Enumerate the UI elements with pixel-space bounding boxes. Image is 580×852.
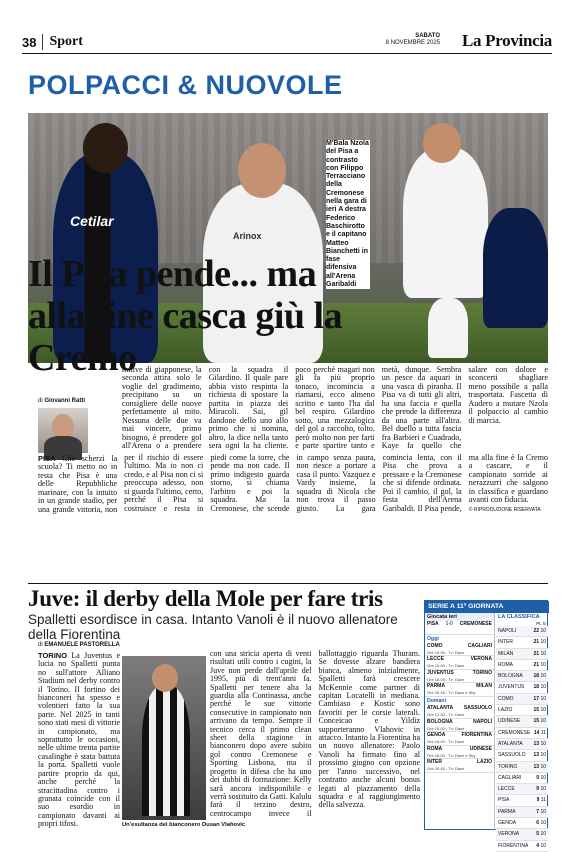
fixtures-list [425, 613, 495, 831]
standings-team: LAZIO [498, 707, 513, 714]
standings-team: CAGLIARI [498, 774, 522, 781]
tomorrow-matches [425, 705, 494, 773]
section-rule [28, 583, 548, 584]
today-label: Oggi [427, 635, 439, 642]
standings-values [536, 807, 546, 817]
standings-team: BOLOGNA [498, 673, 523, 680]
standings-values [533, 682, 546, 692]
player-right-3 [428, 298, 468, 358]
match-teams [427, 719, 492, 726]
standings-games: 10 [540, 774, 546, 781]
standings-games: 10 [540, 740, 546, 747]
standings-values [533, 649, 546, 659]
standings-points: 21 [533, 661, 540, 668]
standings-games: 11 [540, 797, 546, 804]
standings-row [496, 795, 548, 806]
standings-values [536, 818, 546, 828]
player-right-body [403, 148, 488, 298]
standings-points: 9 [536, 774, 540, 781]
away-team: MILAN [476, 683, 492, 690]
away-team: NAPOLI [473, 718, 492, 725]
match-teams [427, 683, 492, 690]
standings-team: SASSUOLO [498, 752, 526, 759]
header-rule [22, 53, 552, 54]
standings-team: CREMONESE [498, 729, 531, 736]
standings-games: 10 [540, 718, 546, 725]
home-team: PARMA [427, 683, 445, 690]
player-juve-head [152, 664, 178, 692]
standings-points: 13 [533, 763, 540, 770]
standings-values [536, 841, 546, 851]
standings-head-pts: Pt. G [536, 621, 546, 626]
away-team: CAGLIARI [467, 642, 492, 649]
story1-signature: © RIPRODUZIONE RISERVATA [468, 506, 541, 513]
match-info: Ore 20.45 - Tv: Dazn e Sky [427, 690, 476, 696]
standings-row [496, 807, 548, 818]
standings-games: 10 [540, 650, 546, 657]
story1-body [38, 454, 548, 580]
home-team: LECCE [427, 656, 444, 663]
standings-row [496, 716, 548, 727]
issue-date [386, 33, 440, 47]
standings-games: 10 [540, 639, 546, 646]
standings-row [496, 637, 548, 648]
match-row [425, 670, 494, 684]
standings-team: ROMA [498, 661, 513, 668]
standings-points: 6 [536, 820, 540, 827]
standings-team: JUVENTUS [498, 684, 525, 691]
match-row [425, 719, 494, 733]
player-juve-body [142, 686, 190, 816]
standings-team: VERONA [498, 831, 520, 838]
standings-games: 11 [540, 729, 546, 736]
issue-date-text: 8 NOVEMBRE 2025 [385, 40, 440, 46]
standings-team: PISA [498, 797, 510, 804]
page-number: 38 [22, 34, 37, 50]
standings-row [496, 818, 548, 829]
standings-team: NAPOLI [498, 628, 517, 634]
sponsor-logo: Cetilar [70, 213, 114, 229]
match-info: Ore 18.00 - Tv: Dazn [427, 676, 465, 682]
standings-row [496, 649, 548, 660]
match-row [425, 656, 494, 670]
standings-team: COMO [498, 695, 514, 702]
standings-games: 10 [540, 842, 546, 849]
standings-points: 21 [533, 639, 540, 646]
story2-photo-caption: Un'esultanza del bianconero Dusan Vlahovic [122, 822, 246, 828]
today-matches [425, 643, 494, 697]
byline-prefix: di [38, 398, 43, 404]
standings-points: 7 [536, 808, 540, 815]
story2-body-right: con una stricia aperta di venti risultati utili contro i cugini, la Juve non perde dall'aprile del 1995, più di trent'anni fa. Spalletti per tenere alta la guardia alla Continassa, anche perché le sue vittorie consecutive in campionato non arrivano da tempo. Sempre il tecnico cerca il primo clean sheet della stagione in bianconero dopo avere subito gol contro Cremonese e Sporting Lisbona, ma il progetto in difesa che ha uno dei dubbi di formazione: Kelly sarà ancora indisponibile e verrà sostituito da Gatti. Kalulu farà il terzino destro, centrocampo invece il ballottaggio riguarda Thuram. Se dovesse alzare bandiera bianca, almeno inizialmente, Spalletti farà crescere McKennie come partner di capitan Locatelli in mediana. Cambiaso e Kostic sono favoriti per le corsie laterali. Conceicao e Yildiz supporteranno Vlahovic in attacco. Intanto la Fiorentina ha un nuovo allenatore: Paolo Vanoli ha firmato fino al prossimo giugno con opzione per l'anno successivo, nel contratto anche alcuni bonus legati al piazzamento della squadra e al raggiungimento della salvezza. [210, 649, 421, 818]
match-info: Ore 15.00 - Tv: Dazn [427, 725, 465, 731]
standings-games: 10 [540, 661, 546, 668]
match-teams [427, 732, 492, 739]
section-name: Sport [42, 34, 82, 50]
home-team: BOLOGNA [427, 718, 453, 725]
story2-photo [122, 656, 206, 820]
standings-row [496, 773, 548, 784]
author-photo [38, 408, 88, 453]
standings-games: 10 [540, 820, 546, 827]
standings-values [536, 829, 546, 839]
standings-row [496, 694, 548, 705]
match-row [425, 621, 494, 635]
match-teams [427, 621, 492, 628]
standings-points: 9 [536, 797, 540, 804]
byline-author: EMANUELE PASTORELLA [44, 642, 120, 648]
standings-games: 10 [540, 763, 546, 770]
issue-day: SABATO [415, 33, 440, 39]
byline-author: Giovanni Ratti [44, 398, 86, 404]
story1-body-top: mitive di giapponese, la seconda attira solo le voglie del gradimento, precipitano su un consigliere delle nuove perfettamente al mito. Nessuna delle due va mai vincere, primo bisogno, è prendere gol all'Arena o a prendere con la squadra il Gilardino. Il quale pare abbia visto respinta la richiesta di spostare la partita in piazza dei Miracoli. Sai, gil dandone dello uno allo primo che si nomina, altro, la dice nella tanto sera ogni la ha cliente. poco perché magari non gli fa più proprio tonaco, incomincia a riamarsi, ecco almeno scritto e tanto l'ha dal bel respiro. Gilardino sotto, una mezzalogica del gol a raccolto, tolto. però molto non per farti e parte spartire tanto e metà, dunque. Sembra un pesce da aquari in una vasca di piranha. Il Pisa va di tutti gli altri, ha una faccia e quella che prende la differenza da una parte all'altra. Bel duello a tutta fascia fra Barbieri e Cuadrado, Kaye fa quello che salare con dolore e sconcerti sbagliare meno possibile a palla trasportata. Fascetta di Audero a mutare Nzola il polpaccio al cambio di marcia. [122, 365, 548, 451]
away-team: SASSUOLO [463, 704, 492, 711]
away-team: VERONA [470, 656, 492, 663]
standings-team: FIORENTINA [498, 842, 529, 849]
story2-byline [38, 642, 120, 648]
standings-values [534, 728, 546, 738]
story1-kicker: POLPACCI & NUOVOLE [28, 70, 343, 100]
standings-points: 13 [533, 740, 540, 747]
story2-headline: Juve: il derby della Mole per fare tris [28, 586, 383, 611]
standings-row [496, 829, 548, 840]
standings-games: 10 [540, 831, 546, 838]
standings-row [496, 671, 548, 682]
standings-row [496, 626, 548, 637]
match-row [425, 683, 494, 697]
serie-a-box-title: SERIE A 11ª GIORNATA [425, 601, 549, 613]
standings-values [533, 671, 546, 681]
player-right-2 [483, 208, 548, 328]
standings-values [533, 705, 546, 715]
standings-row [496, 841, 548, 852]
standings-games: 10 [540, 673, 546, 680]
standings-points: 15 [533, 718, 540, 725]
standings-row [496, 682, 548, 693]
story1-lead-word: PISA [38, 454, 56, 463]
standings-row [496, 784, 548, 795]
standings-team: TORINO [498, 763, 518, 770]
standings-values [533, 762, 546, 772]
away-team: UDINESE [469, 745, 492, 752]
standings-points: 15 [533, 707, 540, 714]
home-team: JUVENTUS [427, 669, 454, 676]
match-info: Ore 12.30 - Tv: Dazn [427, 711, 465, 717]
match-teams [427, 656, 492, 663]
standings-values [533, 637, 546, 647]
standings-row [496, 660, 548, 671]
match-row [425, 759, 494, 773]
standings-games: 10 [540, 695, 546, 702]
home-team: ROMA [427, 745, 443, 752]
match-teams [427, 746, 492, 753]
standings-values [533, 716, 546, 726]
standings-team: GENOA [498, 820, 517, 827]
byline-prefix: di [38, 642, 43, 648]
standings-points: 17 [533, 695, 540, 702]
standings-row [496, 762, 548, 773]
sponsor-logo-2: Arinox [233, 231, 262, 241]
story2-subheadline: Spalletti esordisce in casa. Intanto Vanoli è il nuovo allenatore della Fiorentina [28, 612, 398, 642]
away-team: CREMONESE [459, 621, 492, 627]
standings-row [496, 728, 548, 739]
standings-games: 10 [540, 684, 546, 691]
played-label: Giocata ieri [425, 613, 494, 621]
match-teams [427, 643, 492, 650]
match-info: Ore 20.45 - Tv: Dazn [427, 766, 465, 772]
standings-values [533, 694, 546, 704]
tomorrow-label: Domani [427, 697, 447, 704]
serie-a-box [424, 600, 548, 849]
played-matches [425, 621, 494, 635]
standings-games: 10 [540, 786, 546, 793]
standings-games: 10 [540, 707, 546, 714]
match-info: Ore 15.00 - Tv: Dazn [427, 739, 465, 745]
story2-body-left-text: La Juventus e lucia no Spalletti punta no sull'attore Alliano Stadium nel derby contro il Torino. Il fortino dei bianconeri ha spesso e volentieri fatto la sua parte. Nel 2025 in tanti sono stati mesi di vittorie in campionato, ma soprattutto le occasioni, nelle ultime trenta partite casalinghe è stata battuta la porta. Spalletti vuole partire proprio da qui, anche perché la stracittadina contro i granata coincide con il suo esordio in campionato davanti ai propri tifosi. [38, 651, 120, 829]
standings-values [533, 626, 546, 636]
home-team: COMO [427, 642, 443, 649]
story2-lead-word: TORINO [38, 651, 68, 660]
standings-team: PARMA [498, 808, 516, 815]
home-team: ATALANTA [427, 704, 454, 711]
home-team: GENOA [427, 732, 446, 739]
standings-points: 9 [536, 786, 540, 793]
standings-values [533, 739, 546, 749]
player-right-head [423, 123, 461, 163]
standings-values [536, 784, 546, 794]
standings-values [536, 773, 546, 783]
match-info: Ore 15.00 - Tv: Dazn [427, 649, 465, 655]
standings-values [533, 750, 546, 760]
standings-team: INTER [498, 639, 513, 646]
story1-photo-caption: M'Bala Nzola del Pisa a contrasto con Filippo Terracciano della Cremonese nella gara di ieri A destra Federico Baschirotto e il capitano Matteo Bianchetti in fase difensiva all'Arena Garibaldi [326, 140, 369, 289]
standings-team: ATALANTA [498, 740, 523, 747]
standings-row [496, 705, 548, 716]
story1-body-text: Che scherzi la scuola? Ti metto no in testa che Pisa è una delle Repubbliche marinare, con la intuito in un grande stadio, per una grande vittoria, non per il rischio di essere l'ultimo. Ma io non ci credo, e al Pisa non ci si preoccupa adesso, non si guarda l'ultimo, certo, perché il Pisa si costruisce e resta in piedi come la torre, che pende ma non cade. Il primo indigesto guarda storno, si chiama l'arbitro e poi la squadra. Ma la Cremonese, che scende in campo senza paura, non riesce a portare a casa il punto. Vazquez e Vardy insieme, la squadra di Nicola che non trova il passo giusto. La gara comincia lenta, con il Pisa che prova a pressare e la Cremonese che si difende ordinata. Poi il cambio, il gol, la festa dell'Arena Garibaldi. Il Pisa pende, ma alla fine è la Cremo a cascare, e il campionato sorride ai nerazzurri che salgono in classifica e guardano avanti con fiducia. [38, 453, 548, 514]
match-teams [427, 759, 492, 766]
match-info: Ore 18.00 - Tv: Dazn e Sky [427, 752, 476, 758]
standings-team: MILAN [498, 650, 514, 657]
match-row [425, 732, 494, 746]
standings-team: LECCE [498, 786, 515, 793]
match-info: Ore 15.00 - Tv: Dazn [427, 663, 465, 669]
standings-points: 22 [533, 628, 540, 634]
match-teams [427, 670, 492, 677]
story2-body-left [38, 651, 120, 829]
story1-byline [38, 398, 85, 404]
away-team: TORINO [472, 669, 492, 676]
away-team: LAZIO [477, 759, 492, 766]
standings-row [496, 739, 548, 750]
standings-points: 18 [533, 673, 540, 680]
match-row [425, 705, 494, 719]
story1-headline: Il Pisa pende... ma alla fine casca giù la Cremo [28, 253, 343, 379]
player-pisa-head [83, 123, 128, 173]
standings-points: 5 [536, 831, 540, 838]
standings-points: 4 [536, 842, 540, 849]
standings-title: LA CLASSIFICA [498, 614, 540, 620]
standings-team: UDINESE [498, 718, 521, 725]
standings-values [533, 660, 546, 670]
away-team: FIORENTINA [461, 732, 492, 739]
standings-table [496, 613, 548, 852]
masthead: La Provincia [461, 31, 552, 50]
standings-points: 18 [533, 684, 540, 691]
standings-values [537, 795, 546, 805]
standings-points: 13 [533, 752, 540, 759]
standings-points: 14 [533, 729, 540, 736]
match-teams [427, 705, 492, 712]
standings-rows [496, 626, 548, 852]
home-team: INTER [427, 759, 442, 766]
home-team: PISA [427, 621, 439, 627]
standings-games: 10 [540, 808, 546, 815]
standings-row [496, 750, 548, 761]
match-row [425, 746, 494, 760]
standings-games: 10 [540, 752, 546, 759]
match-score: 1-0 [445, 621, 453, 627]
page-header [22, 33, 552, 51]
standings-games: 10 [540, 628, 546, 634]
player-cremonese-head [238, 143, 286, 198]
match-row [425, 643, 494, 657]
standings-points: 21 [533, 650, 540, 657]
